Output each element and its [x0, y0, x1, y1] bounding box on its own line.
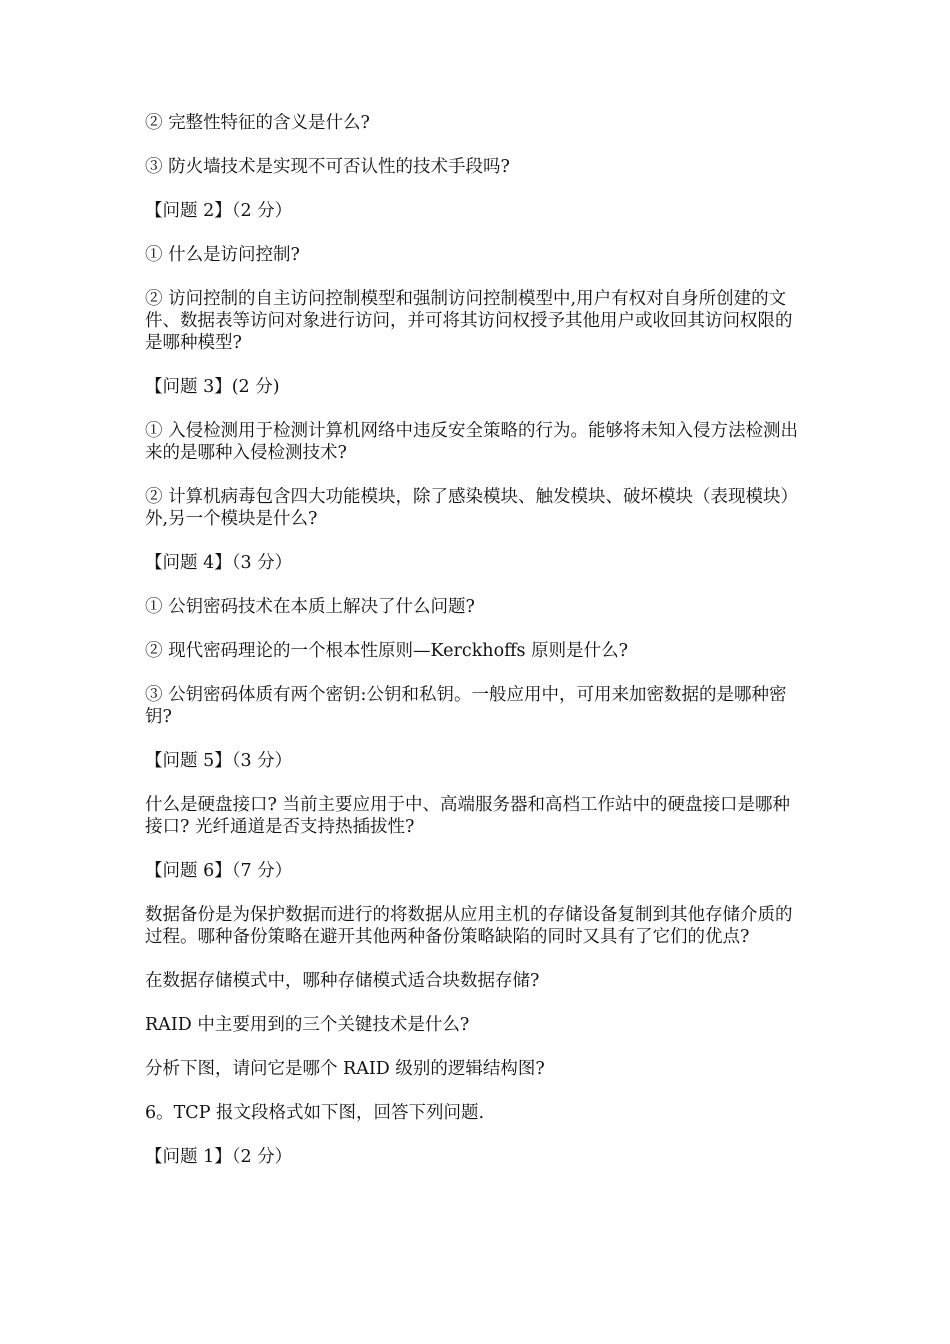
- question-item-key-pair: ③ 公钥密码体质有两个密钥:公钥和私钥。一般应用中，可用来加密数据的是哪种密钥?: [145, 685, 787, 727]
- section-heading-q5: 【问题 5】（3 分）: [145, 751, 293, 771]
- question-item-integrity: ② 完整性特征的含义是什么?: [145, 113, 370, 133]
- question-item-access-control: ① 什么是访问控制?: [145, 245, 300, 265]
- question-item-raid-level: 分析下图，请问它是哪个 RAID 级别的逻辑结构图?: [145, 1059, 545, 1079]
- question-item-kerckhoffs: ② 现代密码理论的一个根本性原则—Kerckhoffs 原则是什么?: [145, 641, 628, 661]
- question-item-intrusion-detection: ① 入侵检测用于检测计算机网络中违反安全策略的行为。能够将未知入侵方法检测出来的是哪种入侵检测技术?: [145, 421, 799, 463]
- question-item-access-model: ② 访问控制的自主访问控制模型和强制访问控制模型中,用户有权对自身所创建的文件、数据表等访问对象进行访问，并可将其访问权授予其他用户或收回其访问权限的是哪种模型?: [145, 289, 793, 353]
- question-item-storage-mode: 在数据存储模式中，哪种存储模式适合块数据存储?: [145, 971, 540, 991]
- section-heading-q6: 【问题 6】（7 分）: [145, 861, 293, 881]
- section-heading-q3: 【问题 3】(2 分): [145, 377, 280, 397]
- question-item-disk-interface: 什么是硬盘接口? 当前主要应用于中、高端服务器和高档工作站中的硬盘接口是哪种接口? 光纤通道是否支持热插拔性?: [145, 795, 790, 837]
- question-item-virus-modules: ② 计算机病毒包含四大功能模块，除了感染模块、触发模块、破坏模块（表现模块）外,另一个模块是什么?: [145, 487, 799, 529]
- question-item-tcp-segment: 6。TCP 报文段格式如下图，回答下列问题.: [145, 1103, 485, 1123]
- question-item-public-key: ① 公钥密码技术在本质上解决了什么问题?: [145, 597, 475, 617]
- question-item-firewall: ③ 防火墙技术是实现不可否认性的技术手段吗?: [145, 157, 510, 177]
- question-item-backup-strategy: 数据备份是为保护数据而进行的将数据从应用主机的存储设备复制到其他存储介质的过程。哪种备份策略在避开其他两种备份策略缺陷的同时又具有了它们的优点?: [145, 905, 793, 947]
- question-item-raid-tech: RAID 中主要用到的三个关键技术是什么?: [145, 1015, 470, 1035]
- section-heading-q2: 【问题 2】（2 分）: [145, 201, 293, 221]
- section-heading-q1: 【问题 1】（2 分）: [145, 1147, 293, 1167]
- document-page: [145, 112, 805, 1190]
- section-heading-q4: 【问题 4】（3 分）: [145, 553, 293, 573]
